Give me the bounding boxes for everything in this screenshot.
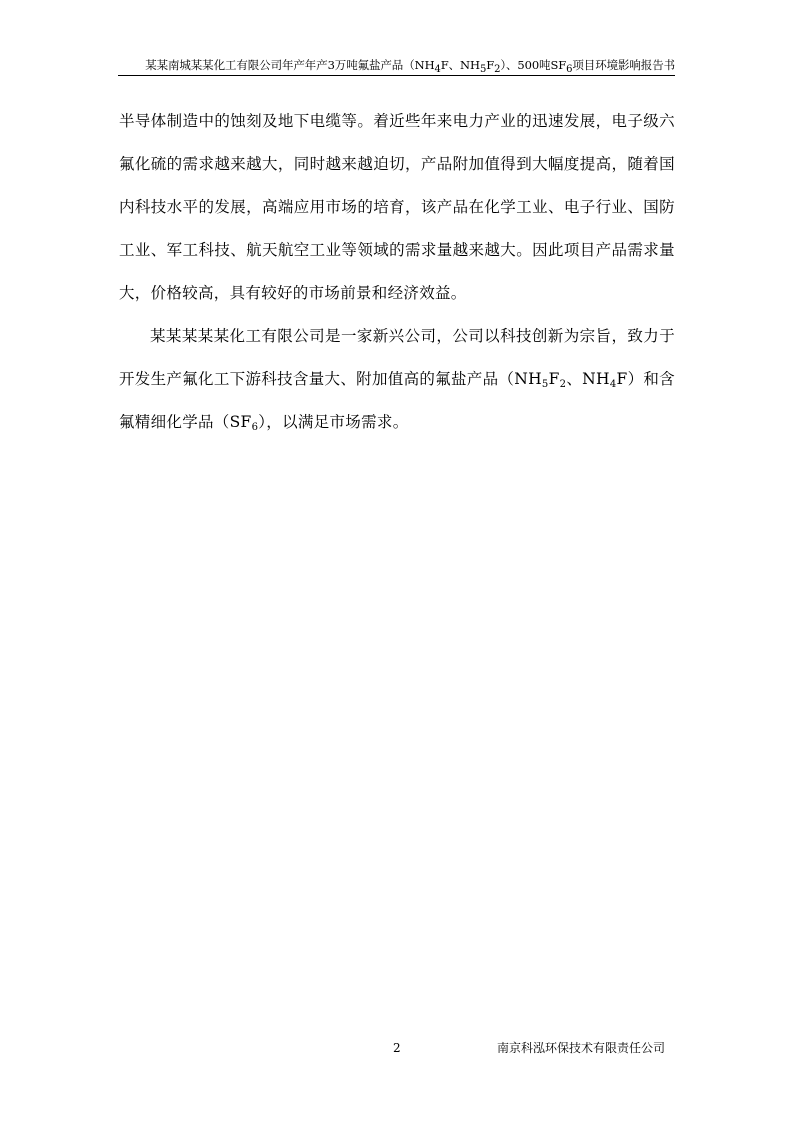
paragraph-2 bbox=[119, 315, 675, 444]
chem-subscript: 5 bbox=[541, 379, 549, 390]
header-subscript: 5 bbox=[479, 64, 487, 75]
paragraph-text: F bbox=[548, 370, 560, 388]
chem-subscript: 4 bbox=[609, 379, 617, 390]
header-text: F、NH bbox=[440, 58, 480, 72]
paragraph-1: 半导体制造中的蚀刻及地下电缆等。着近些年来电力产业的迅速发展，电子级六氟化硫的需求越来越大，同时越来越迫切，产品附加值得到大幅度提高，随着国内科技水平的发展，高端应用市场的培育，该产品在化学工业、电子行业、国防工业、军工科技、航天航空工业等领域的需求量越来越大。因此项目产品需求量大，价格较高，具有较好的市场前景和经济效益。 bbox=[119, 112, 675, 302]
paragraph-text: F）和含氟精细化学品（SF bbox=[119, 370, 675, 431]
header-text: 项目环境影响报告书 bbox=[572, 58, 675, 72]
paragraph-text: 、NH bbox=[566, 370, 610, 388]
body-text bbox=[119, 100, 675, 444]
header-subscript: 6 bbox=[566, 64, 573, 75]
paragraph-text: ），以满足市场需求。 bbox=[258, 413, 409, 431]
page-number: 2 bbox=[393, 1041, 401, 1055]
running-header bbox=[118, 58, 675, 73]
header-text: ）、500吨SF bbox=[500, 58, 567, 72]
header-subscript: 2 bbox=[494, 64, 501, 75]
chem-subscript: 2 bbox=[559, 379, 567, 390]
chem-subscript: 6 bbox=[251, 422, 259, 433]
footer-company: 南京科泓环保技术有限责任公司 bbox=[497, 1041, 666, 1055]
header-text: F bbox=[486, 58, 495, 72]
header-text: 某某南城某某化工有限公司年产年产3万吨氟盐产品（NH bbox=[145, 58, 435, 72]
paragraph-text: 某某某某某化工有限公司是一家新兴公司，公司以科技创新为宗旨，致力于开发生产氟化工下游科技含量大、附加值高的氟盐产品（NH bbox=[119, 327, 675, 388]
header-rule bbox=[118, 75, 675, 76]
header-subscript: 4 bbox=[434, 64, 441, 75]
